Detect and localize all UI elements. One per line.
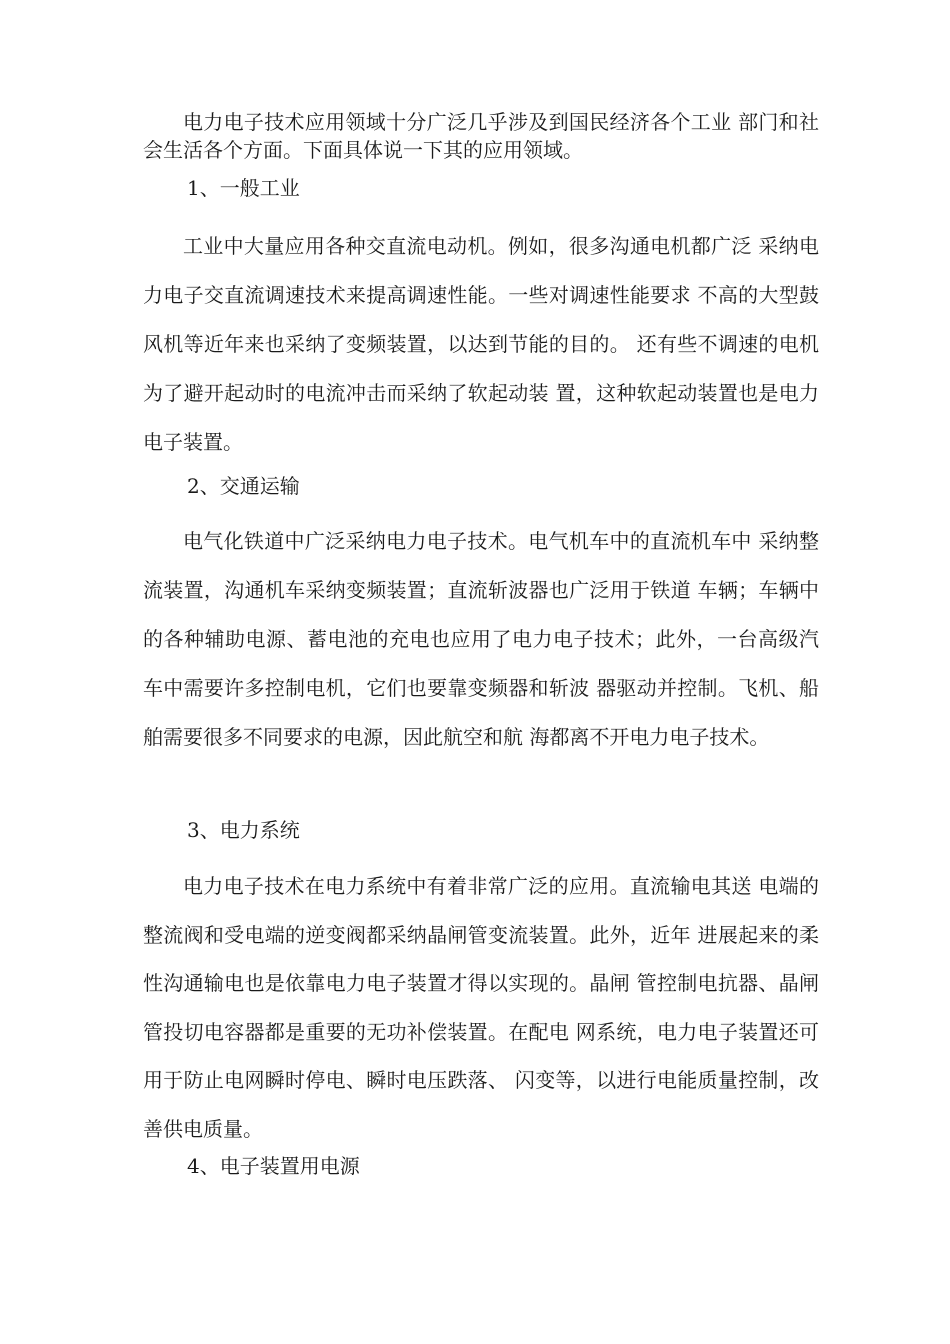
section-heading-transportation: 2、交通运输 [187, 474, 300, 498]
section-heading-general-industry: 1、一般工业 [187, 176, 300, 200]
section-body-transportation: 电气化铁道中广泛采纳电力电子技术。电气机车中的直流机车中 采纳整流装置，沟通机车采纳变频装置；直流斩波器也广泛用于铁道 车辆；车辆中的各种辅助电源、蓄电池的充电也应用了电力电子技术；此外，一台高级汽车中需要许多控制电机，它们也要靠变频器和斩波 器驱动并控制。飞机、船舶需要很多不同要求的电源，因此航空和航 海都离不开电力电子技术。 [143, 529, 819, 749]
intro-paragraph: 电力电子技术应用领域十分广泛几乎涉及到国民经济各个工业 部门和社会生活各个方面。下面具体说一下其的应用领域。 [143, 110, 819, 162]
section-body-general-industry: 工业中大量应用各种交直流电动机。例如，很多沟通电机都广泛 采纳电力电子交直流调速技术来提高调速性能。一些对调速性能要求 不高的大型鼓风机等近年来也采纳了变频装置，以达到节能的目的。 还有些不调速的电机为了避开起动时的电流冲击而采纳了软起动装 置，这种软起动装置也是电力电子装置。 [143, 234, 819, 454]
section-heading-power-system: 3、电力系统 [187, 818, 300, 842]
section-heading-power-supply: 4、电子装置用电源 [187, 1154, 360, 1178]
section-body-power-system: 电力电子技术在电力系统中有着非常广泛的应用。直流输电其送 电端的整流阀和受电端的逆变阀都采纳晶闸管变流装置。此外，近年 进展起来的柔性沟通输电也是依靠电力电子装置才得以实现的。晶闸 管控制电抗器、晶闸管投切电容器都是重要的无功补偿装置。在配电 网系统，电力电子装置还可用于防止电网瞬时停电、瞬时电压跌落、 闪变等，以进行电能质量控制，改善供电质量。 [143, 874, 819, 1141]
